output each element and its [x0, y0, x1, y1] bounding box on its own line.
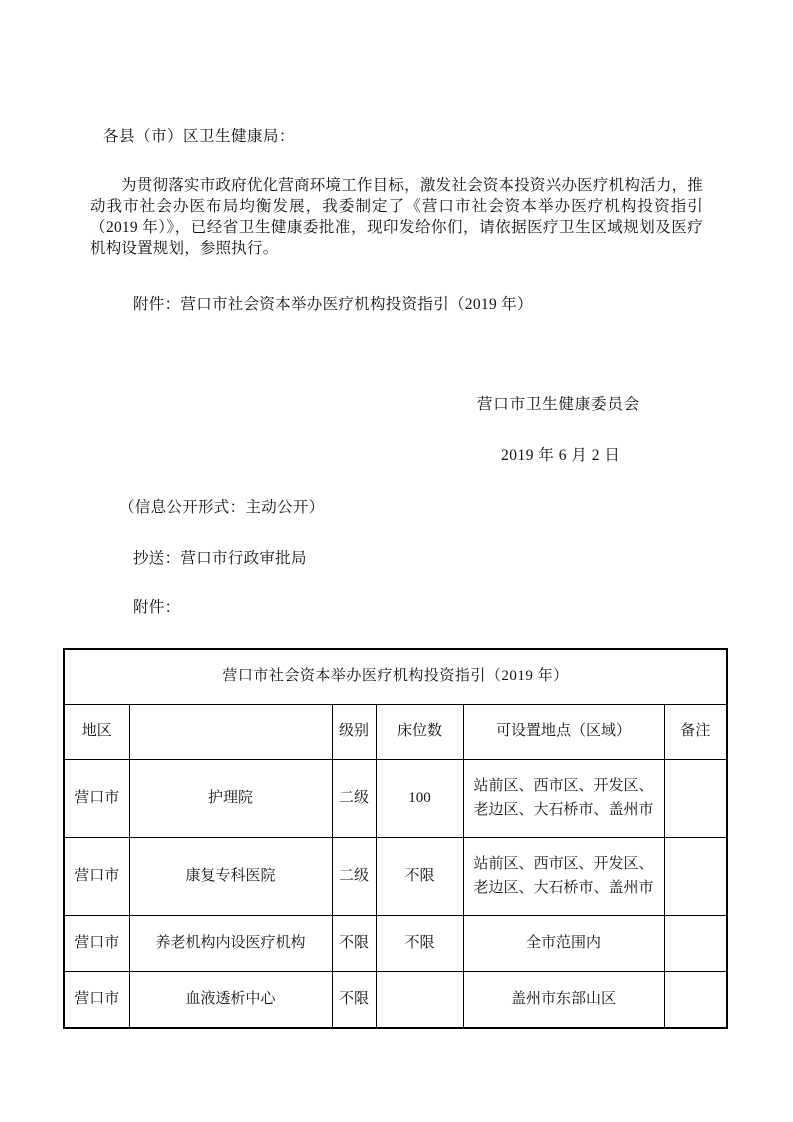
- cell-institution: 养老机构内设医疗机构: [129, 916, 332, 972]
- cell-remarks: [664, 760, 727, 838]
- cell-region: 营口市: [64, 760, 129, 838]
- cell-beds: 不限: [376, 838, 463, 916]
- header-level: 级别: [332, 705, 376, 760]
- cell-remarks: [664, 972, 727, 1029]
- issuer-signature: 营口市卫生健康委员会: [477, 396, 641, 413]
- header-locations: 可设置地点（区域）: [463, 705, 664, 760]
- cell-beds: 不限: [376, 916, 463, 972]
- cell-locations: 盖州市东部山区: [463, 972, 664, 1029]
- cell-level: 二级: [332, 838, 376, 916]
- investment-guide-table: [63, 648, 728, 1029]
- cell-locations: 站前区、西市区、开发区、老边区、大石桥市、盖州市: [463, 838, 664, 916]
- attachment-label: 附件：: [133, 599, 181, 616]
- cell-region: 营口市: [64, 972, 129, 1029]
- cc-line: 抄送：营口市行政审批局: [133, 550, 307, 567]
- table-row: [64, 916, 727, 972]
- cell-institution: 护理院: [129, 760, 332, 838]
- table-row: [64, 838, 727, 916]
- cell-beds: 100: [376, 760, 463, 838]
- table-row: [64, 760, 727, 838]
- cell-institution: 血液透析中心: [129, 972, 332, 1029]
- cell-level: 二级: [332, 760, 376, 838]
- attachment-reference: 附件：营口市社会资本举办医疗机构投资指引（2019 年）: [133, 296, 533, 313]
- header-beds: 床位数: [376, 705, 463, 760]
- table-header-row: [64, 705, 727, 760]
- table-title-row: [64, 649, 727, 705]
- cell-institution: 康复专科医院: [129, 838, 332, 916]
- cell-locations: 全市范围内: [463, 916, 664, 972]
- cell-level: 不限: [332, 972, 376, 1029]
- disclosure-note: （信息公开形式：主动公开）: [119, 499, 325, 516]
- cell-remarks: [664, 838, 727, 916]
- issue-date: 2019 年 6 月 2 日: [501, 447, 621, 464]
- salutation: 各县（市）区卫生健康局：: [103, 128, 296, 145]
- header-remarks: 备注: [664, 705, 727, 760]
- cell-region: 营口市: [64, 838, 129, 916]
- cell-level: 不限: [332, 916, 376, 972]
- table-title: 营口市社会资本举办医疗机构投资指引（2019 年）: [64, 649, 727, 705]
- cell-region: 营口市: [64, 916, 129, 972]
- header-region: 地区: [64, 705, 129, 760]
- body-paragraph: 为贯彻落实市政府优化营商环境工作目标，激发社会资本投资兴办医疗机构活力，推动我市社会办医布局均衡发展，我委制定了《营口市社会资本举办医疗机构投资指引（2019 年）》，已经省卫生健康委批准，现印发给你们，请依据医疗卫生区域规划及医疗机构设置规划，参照执行。: [90, 177, 703, 257]
- cell-beds: [376, 972, 463, 1029]
- cell-locations: 站前区、西市区、开发区、老边区、大石桥市、盖州市: [463, 760, 664, 838]
- header-institution: [129, 705, 332, 760]
- cell-remarks: [664, 916, 727, 972]
- table-row: [64, 972, 727, 1029]
